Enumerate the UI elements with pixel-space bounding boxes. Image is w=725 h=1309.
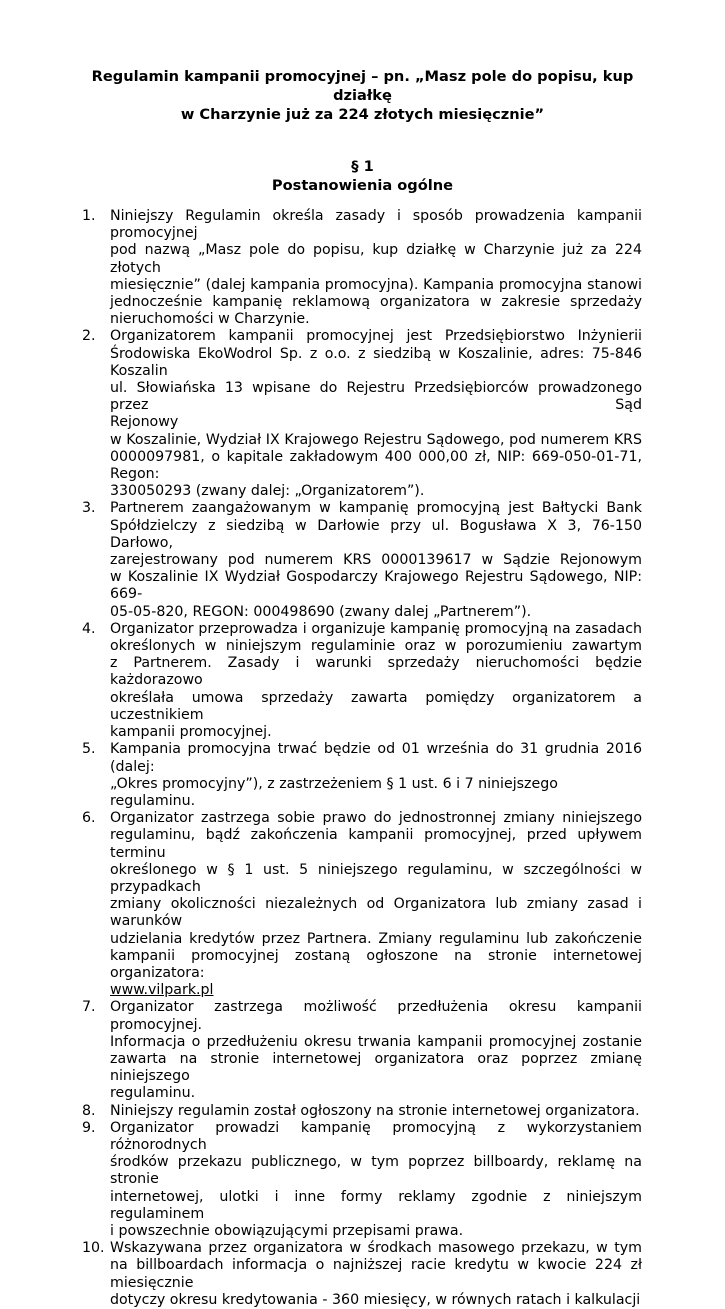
text-line: Rejonowy (110, 414, 179, 431)
text-line: Informacja o przedłużeniu okresu trwania kampanii promocyjnej zostanie (110, 1033, 642, 1050)
text-line: w Koszalinie IX Wydział Gospodarczy Krajowego Rejestru Sądowego, NIP: 669- (110, 569, 642, 603)
text-line: regulaminu, bądź zakończenia kampanii promocyjnej, przed upływem terminu (110, 827, 642, 861)
text-line: na billboardach informacja o najniższej racie kredytu w kwocie 224 zł miesięcznie (110, 1257, 642, 1291)
website-link[interactable]: www.vilpark.pl (110, 982, 214, 999)
text-line: „Okres promocyjny”), z zastrzeżeniem § 1 ust. 6 i 7 niniejszego regulaminu. (110, 775, 558, 809)
text-line: zarejestrowany pod numerem KRS 0000139617 w Sądzie Rejonowym (110, 552, 642, 569)
text-line: pod nazwą „Masz pole do popisu, kup działkę w Charzynie już za 224 złotych (110, 242, 642, 276)
text-line: kampanii promocyjnej zostaną ogłoszone na stronie internetowej organizatora: (110, 947, 642, 981)
section-heading: Postanowienia ogólne (271, 177, 454, 194)
text-line: Organizatorem kampanii promocyjnej jest Przedsiębiorstwo Inżynierii (110, 328, 642, 345)
text-line: kampanii promocyjnej. (110, 724, 272, 741)
text-line: internetowej, ulotki i inne formy reklamy zgodnie z niniejszym regulaminem (110, 1188, 642, 1222)
text-line: zmiany okoliczności niezależnych od Organizatora lub zmiany zasad i warunków (110, 896, 642, 930)
text-line: dotyczy okresu kredytowania - 360 miesięcy, w równych ratach i kalkulacji (110, 1291, 641, 1308)
list-item-number: 6. (82, 810, 96, 827)
text-line: 0000097981, o kapitale zakładowym 400 000,00 zł, NIP: 669-050-01-71, Regon: (110, 448, 642, 483)
title-line: w Charzynie już za 224 złotych miesięcznie” (180, 106, 545, 123)
text-line: określonych w niniejszym regulaminie oraz w porozumieniu zawartym (110, 638, 642, 655)
list-item-number: 5. (82, 741, 96, 758)
text-line: Organizator prowadzi kampanię promocyjną z wykorzystaniem różnorodnych (110, 1119, 642, 1153)
section-number: § 1 (351, 158, 374, 175)
list-item-text (110, 621, 642, 741)
list-item-text (110, 208, 642, 328)
title-line: Regulamin kampanii promocyjnej – pn. „Masz pole do popisu, kup (91, 68, 634, 85)
list-item (82, 741, 642, 810)
list-item-text (110, 1240, 642, 1309)
text-line: i powszechnie obowiązującymi przepisami prawa. (110, 1222, 464, 1239)
list-item-number: 10. (82, 1240, 105, 1257)
list-item-text (110, 1103, 642, 1120)
text-line: zawarta na stronie internetowej organizatora oraz poprzez zmianę niniejszego (110, 1050, 642, 1085)
list-item (82, 500, 642, 620)
list-item-number: 2. (82, 328, 96, 345)
text-line: miesięcznie” (dalej kampania promocyjna). Kampania promocyjna stanowi (110, 276, 642, 293)
list-item-number: 3. (82, 500, 96, 517)
list-item (82, 810, 642, 999)
text-line: regulaminu. (110, 1085, 196, 1102)
list-item-number: 1. (82, 208, 96, 224)
text-line: środków przekazu publicznego, w tym poprzez billboardy, reklamę na stronie (110, 1154, 642, 1188)
text-line: udzielania kredytów przez Partnera. Zmiany regulaminu lub zakończenie (110, 930, 642, 947)
text-line: Organizator przeprowadza i organizuje kampanię promocyjną na zasadach (110, 620, 642, 637)
list-item (82, 1120, 642, 1240)
title-line: działkę (333, 87, 392, 104)
document-title (80, 67, 645, 124)
list-item-text (110, 741, 642, 810)
text-line: Organizator zastrzega sobie prawo do jednostronnej zmiany niniejszego (110, 810, 642, 827)
text-line: Organizator zastrzega możliwość przedłużenia okresu kampanii promocyjnej. (110, 999, 642, 1033)
list-item-text (110, 810, 642, 999)
text-line: Kampania promocyjna trwać będzie od 01 września do 31 grudnia 2016 (dalej: (110, 741, 642, 775)
text-line: nieruchomości w Charzynie. (110, 311, 310, 328)
text-line: Wskazywana przez organizatora w środkach masowego przekazu, w tym (110, 1240, 642, 1257)
text-line: 05-05-820, REGON: 000498690 (zwany dalej „Partnerem”). (110, 603, 532, 620)
text-line: Niniejszy regulamin został ogłoszony na stronie internetowej organizatora. (110, 1102, 640, 1119)
text-line: określonego w § 1 ust. 5 niniejszego regulaminu, w szczególności w przypadkach (110, 861, 642, 895)
list-item-number: 7. (82, 999, 96, 1016)
text-line: określała umowa sprzedaży zawarta pomiędzy organizatorem a uczestnikiem (110, 689, 642, 723)
text-line: Niniejszy Regulamin określa zasady i sposób prowadzenia kampanii promocyjnej (110, 208, 642, 242)
list-item (82, 1240, 642, 1309)
list-item (82, 328, 642, 500)
list-item-text (110, 1120, 642, 1240)
text-line: 330050293 (zwany dalej: „Organizatorem”). (110, 483, 425, 500)
list-item-number: 9. (82, 1119, 96, 1136)
regulation-list (82, 208, 642, 1309)
section-header (80, 157, 645, 195)
text-line: jednocześnie kampanię reklamową organizatora w zakresie sprzedaży (110, 294, 642, 311)
text-line: ul. Słowiańska 13 wpisane do Rejestru Przedsiębiorców prowadzonego przez Sąd (110, 380, 642, 414)
list-item-number: 8. (82, 1102, 96, 1119)
list-item (82, 208, 642, 328)
list-item-number: 4. (82, 620, 96, 637)
text-line: z Partnerem. Zasady i warunki sprzedaży nieruchomości będzie każdorazowo (110, 655, 642, 689)
list-item (82, 999, 642, 1102)
list-item-text (110, 999, 642, 1102)
text-line: Środowiska EkoWodrol Sp. z o.o. z siedzibą w Koszalinie, adres: 75-846 Koszalin (110, 345, 642, 379)
list-item-text (110, 500, 642, 620)
list-item-text (110, 328, 642, 500)
text-line: Spółdzielczy z siedzibą w Darłowie przy ul. Bogusława X 3, 76-150 Darłowo, (110, 517, 642, 551)
list-item (82, 621, 642, 741)
list-item (82, 1103, 642, 1120)
text-line: w Koszalinie, Wydział IX Krajowego Rejestru Sądowego, pod numerem KRS (110, 431, 642, 448)
text-line: Partnerem zaangażowanym w kampanię promocyjną jest Bałtycki Bank (110, 500, 642, 517)
